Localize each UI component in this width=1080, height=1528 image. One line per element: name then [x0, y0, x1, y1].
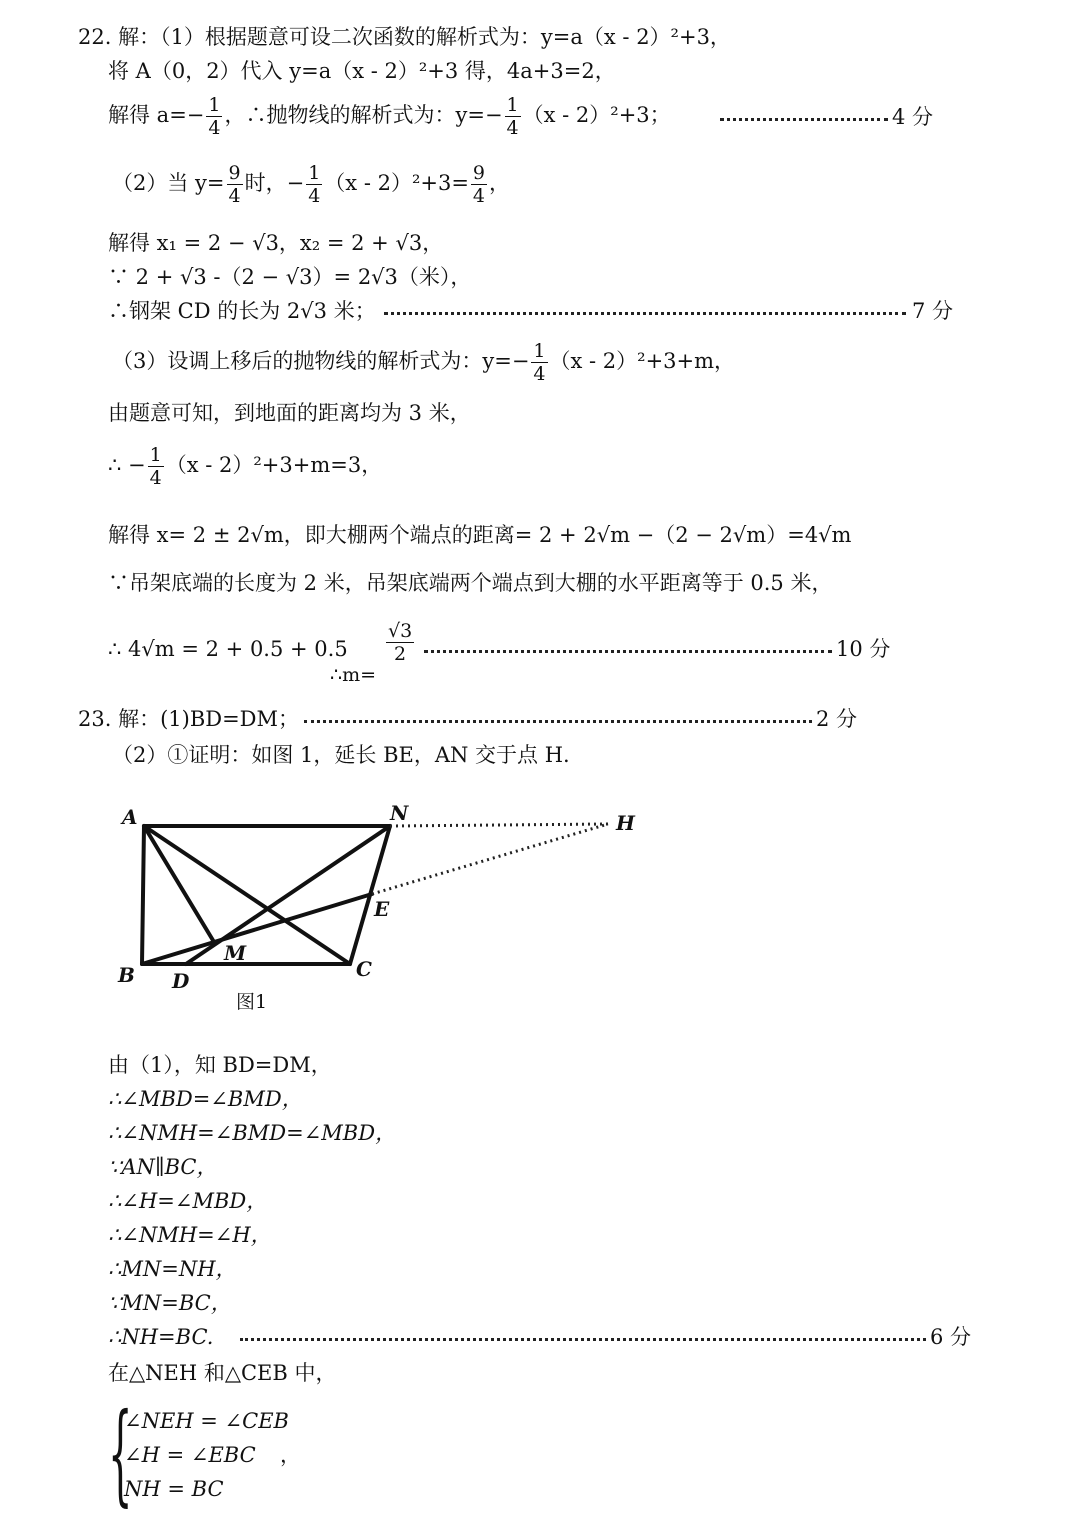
- left-brace: {: [108, 1389, 133, 1517]
- q23-line1: 23. 解：(1)BD=DM；: [78, 707, 300, 731]
- q22-line13-m: ∴m=: [330, 664, 377, 686]
- point-label-a: A: [122, 805, 138, 829]
- q22-line1: 22. 解：（1）根据题意可设二次函数的解析式为：y=a（x - 2）²+3，: [78, 25, 731, 49]
- q23-step5: ∴∠H=∠MBD，: [108, 1189, 268, 1213]
- q23-step10: 在△NEH 和△CEB 中，: [108, 1361, 337, 1385]
- point-label-b: B: [118, 963, 135, 987]
- q22-line2: 将 A（0，2）代入 y=a（x - 2）²+3 得，4a+3=2，: [108, 59, 616, 83]
- fraction-1-4: $\frac{1}{4}$: [208, 94, 221, 139]
- segment-ab: [142, 826, 144, 964]
- score-10: 10 分: [836, 637, 891, 661]
- point-label-d: D: [172, 969, 190, 993]
- point-label-n: N: [390, 801, 409, 825]
- score-leader-dots: [424, 650, 832, 653]
- q23-step3: ∴∠NMH=∠BMD=∠MBD，: [108, 1121, 397, 1145]
- q23-step6: ∴∠NMH=∠H，: [108, 1223, 272, 1247]
- dotted-eh: [372, 824, 608, 894]
- score-2: 2 分: [816, 707, 858, 731]
- q23-step7: ∴MN=NH，: [108, 1257, 237, 1281]
- fraction-9-4: $\frac{9}{4}$: [228, 162, 241, 207]
- system-line-2: ∠H = ∠EBC: [124, 1443, 256, 1467]
- score-6: 6 分: [930, 1325, 972, 1349]
- q22-line7: ∴钢架 CD 的长为 2√3 米；: [108, 299, 376, 323]
- system-comma: ，: [280, 1443, 301, 1467]
- score-leader-dots: [720, 118, 888, 121]
- q22-line12: ∵吊架底端的长度为 2 米，吊架底端两个端点到大棚的水平距离等于 0.5 米，: [108, 571, 833, 595]
- system-line-3: NH = BC: [124, 1477, 224, 1501]
- q22-line6: ∵ 2 + √3 -（2 − √3）= 2√3（米），: [108, 265, 472, 289]
- figure-caption: 图1: [236, 991, 268, 1013]
- q22-line13: ∴ 4√m = 2 + 0.5 + 0.5: [108, 637, 348, 661]
- segment-am: [144, 826, 214, 942]
- fraction-1-4: $\frac{1}{4}$: [149, 444, 162, 489]
- q23-step2: ∴∠MBD=∠BMD，: [108, 1087, 303, 1111]
- geometry-figure-1: [110, 796, 670, 1026]
- point-label-c: C: [356, 957, 372, 981]
- point-label-e: E: [374, 897, 390, 921]
- q22-line4: （2）当 y= $\frac{9}{4}$ 时，− $\frac{1}{4}$ （x - 2）²+3= $\frac{9}{4}$ ，: [112, 162, 511, 207]
- score-leader-dots: [384, 312, 906, 315]
- q22-line10: ∴ − $\frac{1}{4}$ （x - 2）²+3+m=3，: [108, 444, 383, 489]
- score-leader-dots: [240, 1338, 926, 1341]
- fraction-1-4: $\frac{1}{4}$: [533, 340, 546, 385]
- fraction-9-4: $\frac{9}{4}$: [472, 162, 486, 207]
- segment-ac: [144, 826, 350, 964]
- q23-line2: （2）①证明：如图 1，延长 BE，AN 交于点 H.: [112, 743, 570, 767]
- q22-line8: （3）设调上移后的抛物线的解析式为：y=− $\frac{1}{4}$ （x - 2）²+3+m，: [112, 340, 736, 385]
- dotted-nh: [390, 824, 608, 826]
- q22-line3-a: 解得 a=−: [108, 103, 205, 127]
- q23-step1: 由（1），知 BD=DM，: [108, 1053, 332, 1077]
- q22-line3-b: ，∴抛物线的解析式为：y=−: [224, 103, 503, 127]
- q23-step9: ∴NH=BC.: [108, 1325, 214, 1349]
- q22-line3-c: （x - 2）²+3；: [522, 103, 671, 127]
- q23-step8: ∵MN=BC，: [108, 1291, 232, 1315]
- point-label-m: M: [224, 941, 247, 965]
- score-4: 4 分: [892, 105, 934, 129]
- q22-line5: 解得 x₁ = 2 − √3，x₂ = 2 + √3，: [108, 231, 444, 255]
- score-leader-dots: [304, 720, 812, 723]
- point-label-h: H: [616, 811, 635, 835]
- score-7: 7 分: [912, 299, 954, 323]
- system-line-1: ∠NEH = ∠CEB: [124, 1409, 289, 1433]
- fraction-sqrt3-2: $\frac{√3}{2}$: [388, 620, 413, 665]
- q23-step4: ∵AN∥BC，: [108, 1155, 218, 1179]
- q22-line11: 解得 x= 2 ± 2√m，即大棚两个端点的距离= 2 + 2√m −（2 − 2√m）=4√m: [108, 523, 852, 547]
- fraction-1-4: $\frac{1}{4}$: [308, 162, 321, 207]
- q22-line9: 由题意可知，到地面的距离均为 3 米，: [108, 401, 471, 425]
- fraction-1-4: $\frac{1}{4}$: [506, 94, 519, 139]
- q22-line3: [108, 94, 671, 139]
